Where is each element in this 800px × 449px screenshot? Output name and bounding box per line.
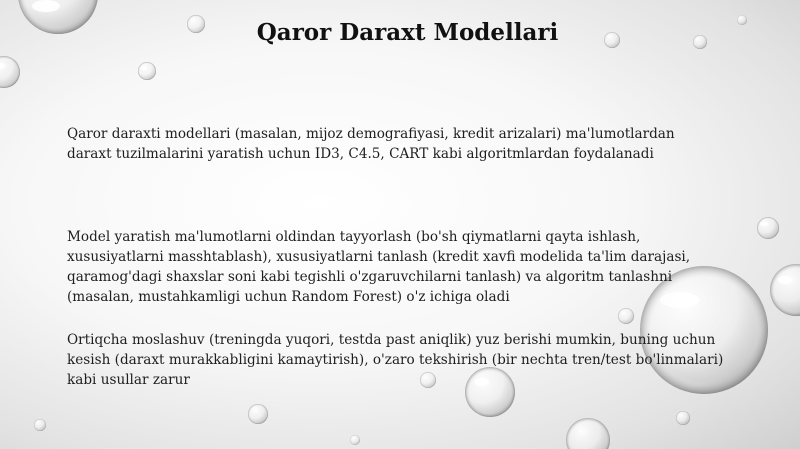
paragraph-line: Model yaratish ma'lumotlarni oldindan tayyorlash (bo'sh qiymatlarni qayta ishlash, <box>67 229 641 245</box>
droplet-bottom-3 <box>676 411 690 425</box>
droplet-bottom-1 <box>566 418 610 449</box>
paragraph-line: Qaror daraxti modellari (masalan, mijoz demografiyasi, kredit arizalari) ma'lumotlardan <box>67 126 675 142</box>
paragraph-line: qaramog'dagi shaxslar soni kabi tegishli o'zgaruvchilarni tanlash) va algoritm tanlashni <box>67 269 673 285</box>
paragraph-line: (masalan, mustahkamligi uchun Random Forest) o'z ichiga oladi <box>67 289 510 305</box>
slide-title: Qaror Daraxt Modellari <box>256 19 559 46</box>
droplet-bottom-4 <box>350 435 360 445</box>
droplet-small-top <box>138 62 156 80</box>
droplet-left-edge <box>0 56 20 88</box>
paragraph-line: kesish (daraxt murakkabligini kamaytirish), o'zaro tekshirish (bir nechta tren/test bo'linmalari) <box>67 352 724 368</box>
droplet-right-edge <box>770 264 800 316</box>
paragraph-model-building <box>67 227 757 307</box>
paragraph-line: xususiyatlarni masshtablash), xususiyatlarni tanlash (kredit xavfi modelida ta'lim darajasi, <box>67 249 691 265</box>
paragraph-line: Ortiqcha moslashuv (treningda yuqori, testda past aniqlik) yuz berishi mumkin, buning uchun <box>67 332 716 348</box>
paragraph-overfitting <box>67 330 757 390</box>
paragraph-line: kabi usullar zarur <box>67 372 190 388</box>
paragraph-decision-tree-algorithms <box>67 124 757 164</box>
paragraph-line: daraxt tuzilmalarini yaratish uchun ID3, C4.5, CART kabi algoritmlardan foydalanadi <box>67 146 654 162</box>
droplet-bottom-2 <box>248 404 268 424</box>
droplet-bottom-left <box>34 419 46 431</box>
droplet-mid-right <box>618 308 634 324</box>
droplet-right-mid <box>757 217 779 239</box>
